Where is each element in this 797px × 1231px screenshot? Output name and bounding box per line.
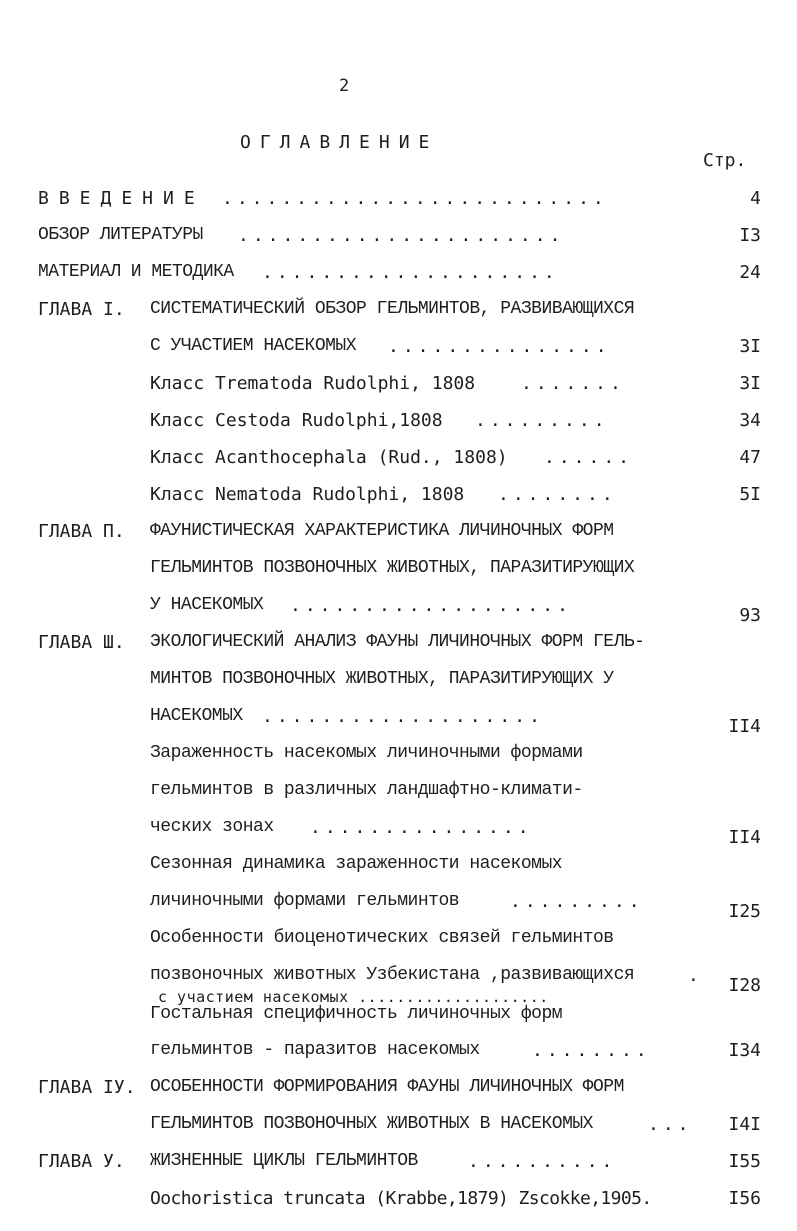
chapter-label: ГЛАВА Ш. xyxy=(38,632,125,653)
toc-entry-class-cestoda[interactable] xyxy=(0,410,797,440)
toc-entry-chapter-4-end[interactable] xyxy=(0,1114,797,1144)
toc-entry-seasonal-dynamics-end[interactable] xyxy=(0,891,797,921)
toc-entry-biocenotic-links[interactable] xyxy=(0,928,797,958)
toc-entry-infection-zones[interactable] xyxy=(0,743,797,773)
toc-leader-dots: .......... xyxy=(468,1151,617,1172)
toc-entry-page: 4 xyxy=(750,188,761,209)
toc-entry-page: 24 xyxy=(739,262,761,283)
toc-entry-text: гельминтов в различных ландшафтно-климати- xyxy=(150,780,583,800)
toc-entry-text: ФАУНИСТИЧЕСКАЯ ХАРАКТЕРИСТИКА ЛИЧИНОЧНЫХ ФОРМ xyxy=(150,521,614,541)
toc-leader-dots: ................... xyxy=(262,706,544,727)
toc-entry-text: личиночными формами гельминтов xyxy=(150,891,460,911)
toc-entry-chapter-2[interactable] xyxy=(0,521,797,551)
toc-entry-host-specificity[interactable] xyxy=(0,1004,797,1034)
toc-entry-class-trematoda[interactable] xyxy=(0,373,797,403)
toc-entry-text: МИНТОВ ПОЗВОНОЧНЫХ ЖИВОТНЫХ, ПАРАЗИТИРУЮЩИХ У xyxy=(150,669,614,689)
toc-entry-text: Oochoristica truncata (Krabbe,1879) Zscokke,1905. xyxy=(150,1188,652,1209)
toc-entry-chapter-2-end[interactable] xyxy=(0,595,797,625)
toc-entry-page: 34 xyxy=(739,410,761,431)
toc-entry-chapter-5[interactable] xyxy=(0,1151,797,1181)
toc-entry-text: позвоночных животных Узбекистана ,развивающихся xyxy=(150,965,635,985)
toc-entry-text: ЖИЗНЕННЫЕ ЦИКЛЫ ГЕЛЬМИНТОВ xyxy=(150,1151,418,1171)
toc-entry-page: II4 xyxy=(728,827,761,848)
toc-entry-class-nematoda[interactable] xyxy=(0,484,797,514)
chapter-label: ГЛАВА П. xyxy=(38,521,125,542)
toc-entry-chapter-3-end[interactable] xyxy=(0,706,797,736)
toc-entry-introduction[interactable] xyxy=(0,188,797,218)
toc-entry-page: II4 xyxy=(728,716,761,737)
toc-entry-text: НАСЕКОМЫХ xyxy=(150,706,243,726)
toc-leader-dots: . xyxy=(688,965,703,986)
toc-entry-seasonal-dynamics[interactable] xyxy=(0,854,797,884)
toc-entry-host-specificity-end[interactable] xyxy=(0,1040,797,1070)
toc-entry-page: 93 xyxy=(739,605,761,626)
toc-entry-text: ОСОБЕННОСТИ ФОРМИРОВАНИЯ ФАУНЫ ЛИЧИНОЧНЫХ ФОРМ xyxy=(150,1077,624,1097)
chapter-label: ГЛАВА IУ. xyxy=(38,1077,136,1098)
toc-entry-text: ческих зонах xyxy=(150,817,274,837)
toc-leader-dots: ............... xyxy=(388,336,611,357)
chapter-label: ГЛАВА I. xyxy=(38,299,125,320)
toc-entry-infection-zones-end[interactable] xyxy=(0,817,797,847)
toc-entry-materials-methods[interactable] xyxy=(0,262,797,292)
toc-leader-dots: ........ xyxy=(498,484,617,505)
toc-entry-text: ГЕЛЬМИНТОВ ПОЗВОНОЧНЫХ ЖИВОТНЫХ, ПАРАЗИТИРУЮЩИХ xyxy=(150,558,635,578)
toc-entry-text: ЭКОЛОГИЧЕСКИЙ АНАЛИЗ ФАУНЫ ЛИЧИНОЧНЫХ ФОРМ ГЕЛЬ- xyxy=(150,632,645,652)
toc-entry-chapter-1-cont[interactable] xyxy=(0,336,797,366)
toc-leader-dots: ................... xyxy=(290,595,572,616)
toc-entry-chapter-1[interactable] xyxy=(0,299,797,329)
toc-leader-dots: ......... xyxy=(475,410,609,431)
toc-leader-dots: ....... xyxy=(521,373,625,394)
toc-entry-literature-review[interactable] xyxy=(0,225,797,255)
toc-entry-page: I55 xyxy=(728,1151,761,1172)
toc-entry-class-acanthocephala[interactable] xyxy=(0,447,797,477)
toc-entry-text: Сезонная динамика зараженности насекомых xyxy=(150,854,563,874)
toc-entry-page: 5I xyxy=(739,484,761,505)
toc-entry-text: ОБЗОР ЛИТЕРАТУРЫ xyxy=(38,225,203,245)
toc-leader-dots: .................... xyxy=(262,262,559,283)
toc-entry-page: I28 xyxy=(728,975,761,996)
chapter-label: ГЛАВА У. xyxy=(38,1151,125,1172)
toc-entry-chapter-3-cont[interactable] xyxy=(0,669,797,699)
toc-leader-dots: ............... xyxy=(310,817,533,838)
toc-entry-text: ГЕЛЬМИНТОВ ПОЗВОНОЧНЫХ ЖИВОТНЫХ В НАСЕКОМЫХ xyxy=(150,1114,593,1134)
toc-entry-page: I25 xyxy=(728,901,761,922)
toc-entry-chapter-3[interactable] xyxy=(0,632,797,662)
toc-entry-text: ВВЕДЕНИЕ xyxy=(38,188,205,209)
toc-entry-page: 3I xyxy=(739,373,761,394)
page-column-label: Стр. xyxy=(703,150,747,171)
toc-entry-text: У НАСЕКОМЫХ xyxy=(150,595,264,615)
toc-entry-text: С УЧАСТИЕМ НАСЕКОМЫХ xyxy=(150,336,357,356)
toc-title: ОГЛАВЛЕНИЕ xyxy=(240,132,439,153)
toc-leader-dots: ...... xyxy=(544,447,634,468)
toc-entry-text: Класс Cestoda Rudolphi,1808 xyxy=(150,410,443,431)
toc-entry-page: I4I xyxy=(728,1114,761,1135)
toc-entry-text: Класс Acanthocephala (Rud., 1808) xyxy=(150,447,508,468)
toc-entry-chapter-2-cont[interactable] xyxy=(0,558,797,588)
toc-entry-text: СИСТЕМАТИЧЕСКИЙ ОБЗОР ГЕЛЬМИНТОВ, РАЗВИВАЮЩИХСЯ xyxy=(150,299,635,319)
toc-leader-dots: ... xyxy=(648,1114,693,1135)
typed-insert-line: с участием насекомых .................... xyxy=(158,988,549,1006)
toc-entry-text: гельминтов - паразитов насекомых xyxy=(150,1040,480,1060)
toc-leader-dots: ......... xyxy=(510,891,644,912)
toc-entry-text: Класс Nematoda Rudolphi, 1808 xyxy=(150,484,465,505)
toc-entry-text: Зараженность насекомых личиночными формами xyxy=(150,743,583,763)
toc-entry-page: 3I xyxy=(739,336,761,357)
toc-entry-text: МАТЕРИАЛ И МЕТОДИКА xyxy=(38,262,234,282)
toc-entry-page: 47 xyxy=(739,447,761,468)
toc-entry-oochoristica[interactable] xyxy=(0,1188,797,1218)
page-number: 2 xyxy=(339,76,350,96)
toc-entry-infection-zones-cont[interactable] xyxy=(0,780,797,810)
toc-entry-page: I56 xyxy=(728,1188,761,1209)
toc-entry-text: Класс Trematoda Rudolphi, 1808 xyxy=(150,373,476,394)
toc-entry-chapter-4[interactable] xyxy=(0,1077,797,1107)
toc-entry-text: Гостальная специфичность личиночных форм xyxy=(150,1004,563,1024)
toc-leader-dots: .......................... xyxy=(222,188,608,209)
toc-entry-page: I3 xyxy=(739,225,761,246)
toc-entry-text: Особенности биоценотических связей гельминтов xyxy=(150,928,614,948)
toc-leader-dots: ........ xyxy=(532,1040,651,1061)
toc-leader-dots: ...................... xyxy=(238,225,565,246)
toc-entry-page: I34 xyxy=(728,1040,761,1061)
